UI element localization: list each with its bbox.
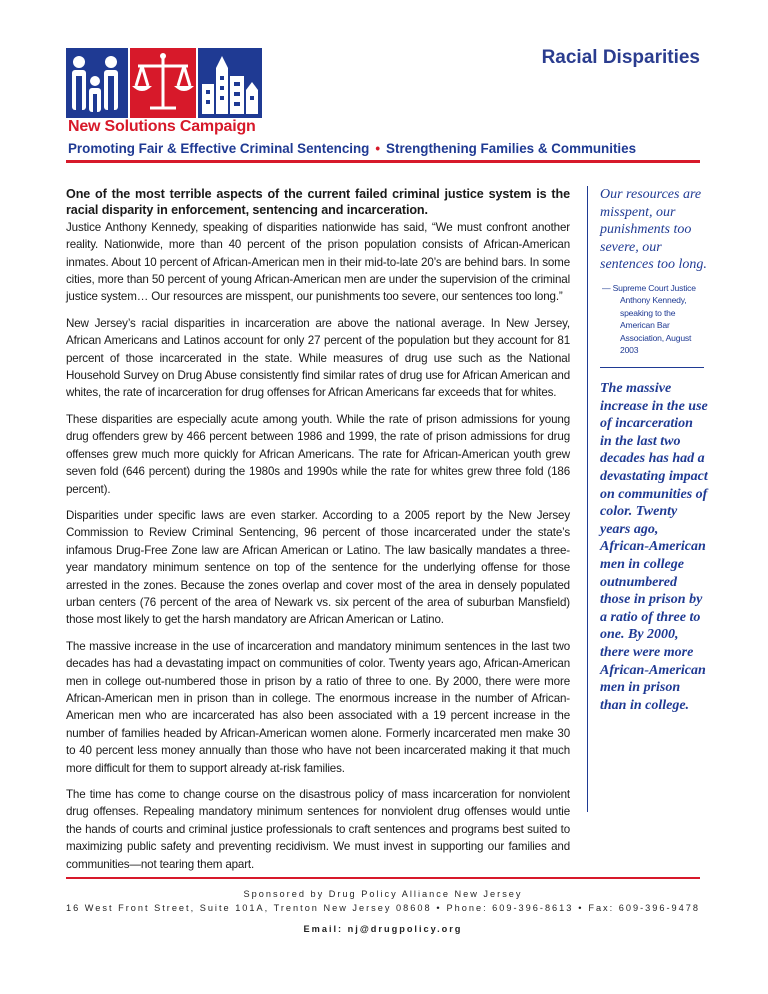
body-paragraph: These disparities are especially acute among youth. While the rate of prison admissions for young drug offenders grew by 466 percent between 1986 and 1999, the rate of prison admissions for drug offenses grew much more quickly for African Americans. The rate for African-American youth grew seven fold (646 percent) during the 1980s and 1990s while the rate for whites grew three fold (186 percent). (66, 412, 570, 496)
footer-address: 16 West Front Street, Suite 101A, Trenton New Jersey 08608 (66, 903, 432, 913)
footer-separator: • (578, 903, 584, 913)
pull-quote-incarceration: The massive increase in the use of incarceration in the last two decades has had a devastating impact on communities of color. Twenty years ago, African-American men in college outnumbered those in prison by a ratio of three to one. By 2000, there were more African-American men in prison than in college. (600, 381, 708, 713)
footer-divider (66, 877, 700, 879)
main-article (66, 186, 570, 882)
tagline (68, 141, 700, 156)
sidebar-rule (600, 367, 704, 368)
body-paragraph: New Jersey’s racial disparities in incarceration are above the national average. In New Jersey, African Americans and Latinos account for only 27 percent of the population but they account for 81 percent of those incarcerated in the state. While measures of drug use such as the National Household Survey on Drug Abuse consistently find similar rates of drug use for African American and whites, the rate of incarceration for drug offenses for African Americans far exceeds that for whites. (66, 316, 570, 400)
footer-email[interactable]: Email: nj@drugpolicy.org (303, 924, 463, 934)
footer-separator: • (436, 903, 442, 913)
quote-attribution: — Supreme Court Justice Anthony Kennedy, speaking to the American Bar Association, August 2003 (602, 282, 696, 356)
footer-phone: Phone: 609-396-8613 (446, 903, 574, 913)
logo-graphic (66, 48, 262, 118)
tagline-left: Promoting Fair & Effective Criminal Sentencing (68, 141, 370, 156)
tagline-right: Strengthening Families & Communities (386, 141, 637, 156)
page-title: Racial Disparities (541, 47, 700, 68)
body-paragraph: The massive increase in the use of incarceration and mandatory minimum sentences in the last two decades has had a devastating impact on communities of color. Twenty years ago, African-American men in college out-numbered those in prison by a ratio of three to one. By 2000, there were more African-American men in prison than in college. The enormous increase in the number of African-American men who are incarcerated has also been associated with a 19 percent increase in the number of families headed by African-American women alone. Formerly incarcerated men make 30 to 40 percent less money annually than those who have not been incarcerated making it that much more difficult for them to support already at-risk families. (66, 639, 570, 775)
body-paragraph: The time has come to change course on the disastrous policy of mass incarceration for nonviolent drug offenses. Repealing mandatory minimum sentences for nonviolent drug offenses would untie the hands of courts and criminal justice professionals to craft sentences and programs best suited to maximizing public safety and preventing recidivism. We must invest in supporting our families and communities—not tearing them apart. (66, 788, 570, 871)
header-divider (66, 160, 700, 163)
campaign-name: New Solutions Campaign (68, 118, 256, 135)
sidebar-divider (587, 186, 588, 812)
lead-paragraph: One of the most terrible aspects of the current failed criminal justice system is the racial disparity in enforcement, sentencing and incarceration. (66, 187, 570, 218)
footer-contact (66, 903, 700, 913)
pull-quote-kennedy: Our resources are misspent, our punishments too severe, our sentences too long. (600, 187, 707, 272)
tagline-separator: • (375, 141, 381, 156)
body-paragraph: Disparities under specific laws are even starker. According to a 2005 report by the New Jersey Commission to Review Criminal Sentencing, 96 percent of those incarcerated under the state’s infamous Drug-Free Zone law are African American or Latino. The law basically mandates a three-year mandatory minimum sentence on top of the sentence for the underlying offense for those arrested in the zones. Because the zones overlap and cover most of the area in densely populated urban centers (76 percent of the area of Newark vs. six percent of the area of suburban Mansfield) those most likely to get the harsh mandatory are African American or Latino. (66, 508, 570, 627)
footer-sponsor: Sponsored by Drug Policy Alliance New Jersey (243, 889, 523, 899)
body-paragraph: Justice Anthony Kennedy, speaking of disparities nationwide has said, “We must confront another reality. Nationwide, more than 40 percent of the prison population consists of African-American inmates. About 10 percent of African-American men in their mid-to-late 20’s are behind bars. In some cities, more than 50 percent of young African-American men are under the supervision of the criminal justice system… Our resources are misspent, our punishments too severe, our sentences too long.” (66, 220, 570, 304)
footer-fax: Fax: 609-396-9478 (588, 903, 700, 913)
sidebar (600, 186, 708, 714)
